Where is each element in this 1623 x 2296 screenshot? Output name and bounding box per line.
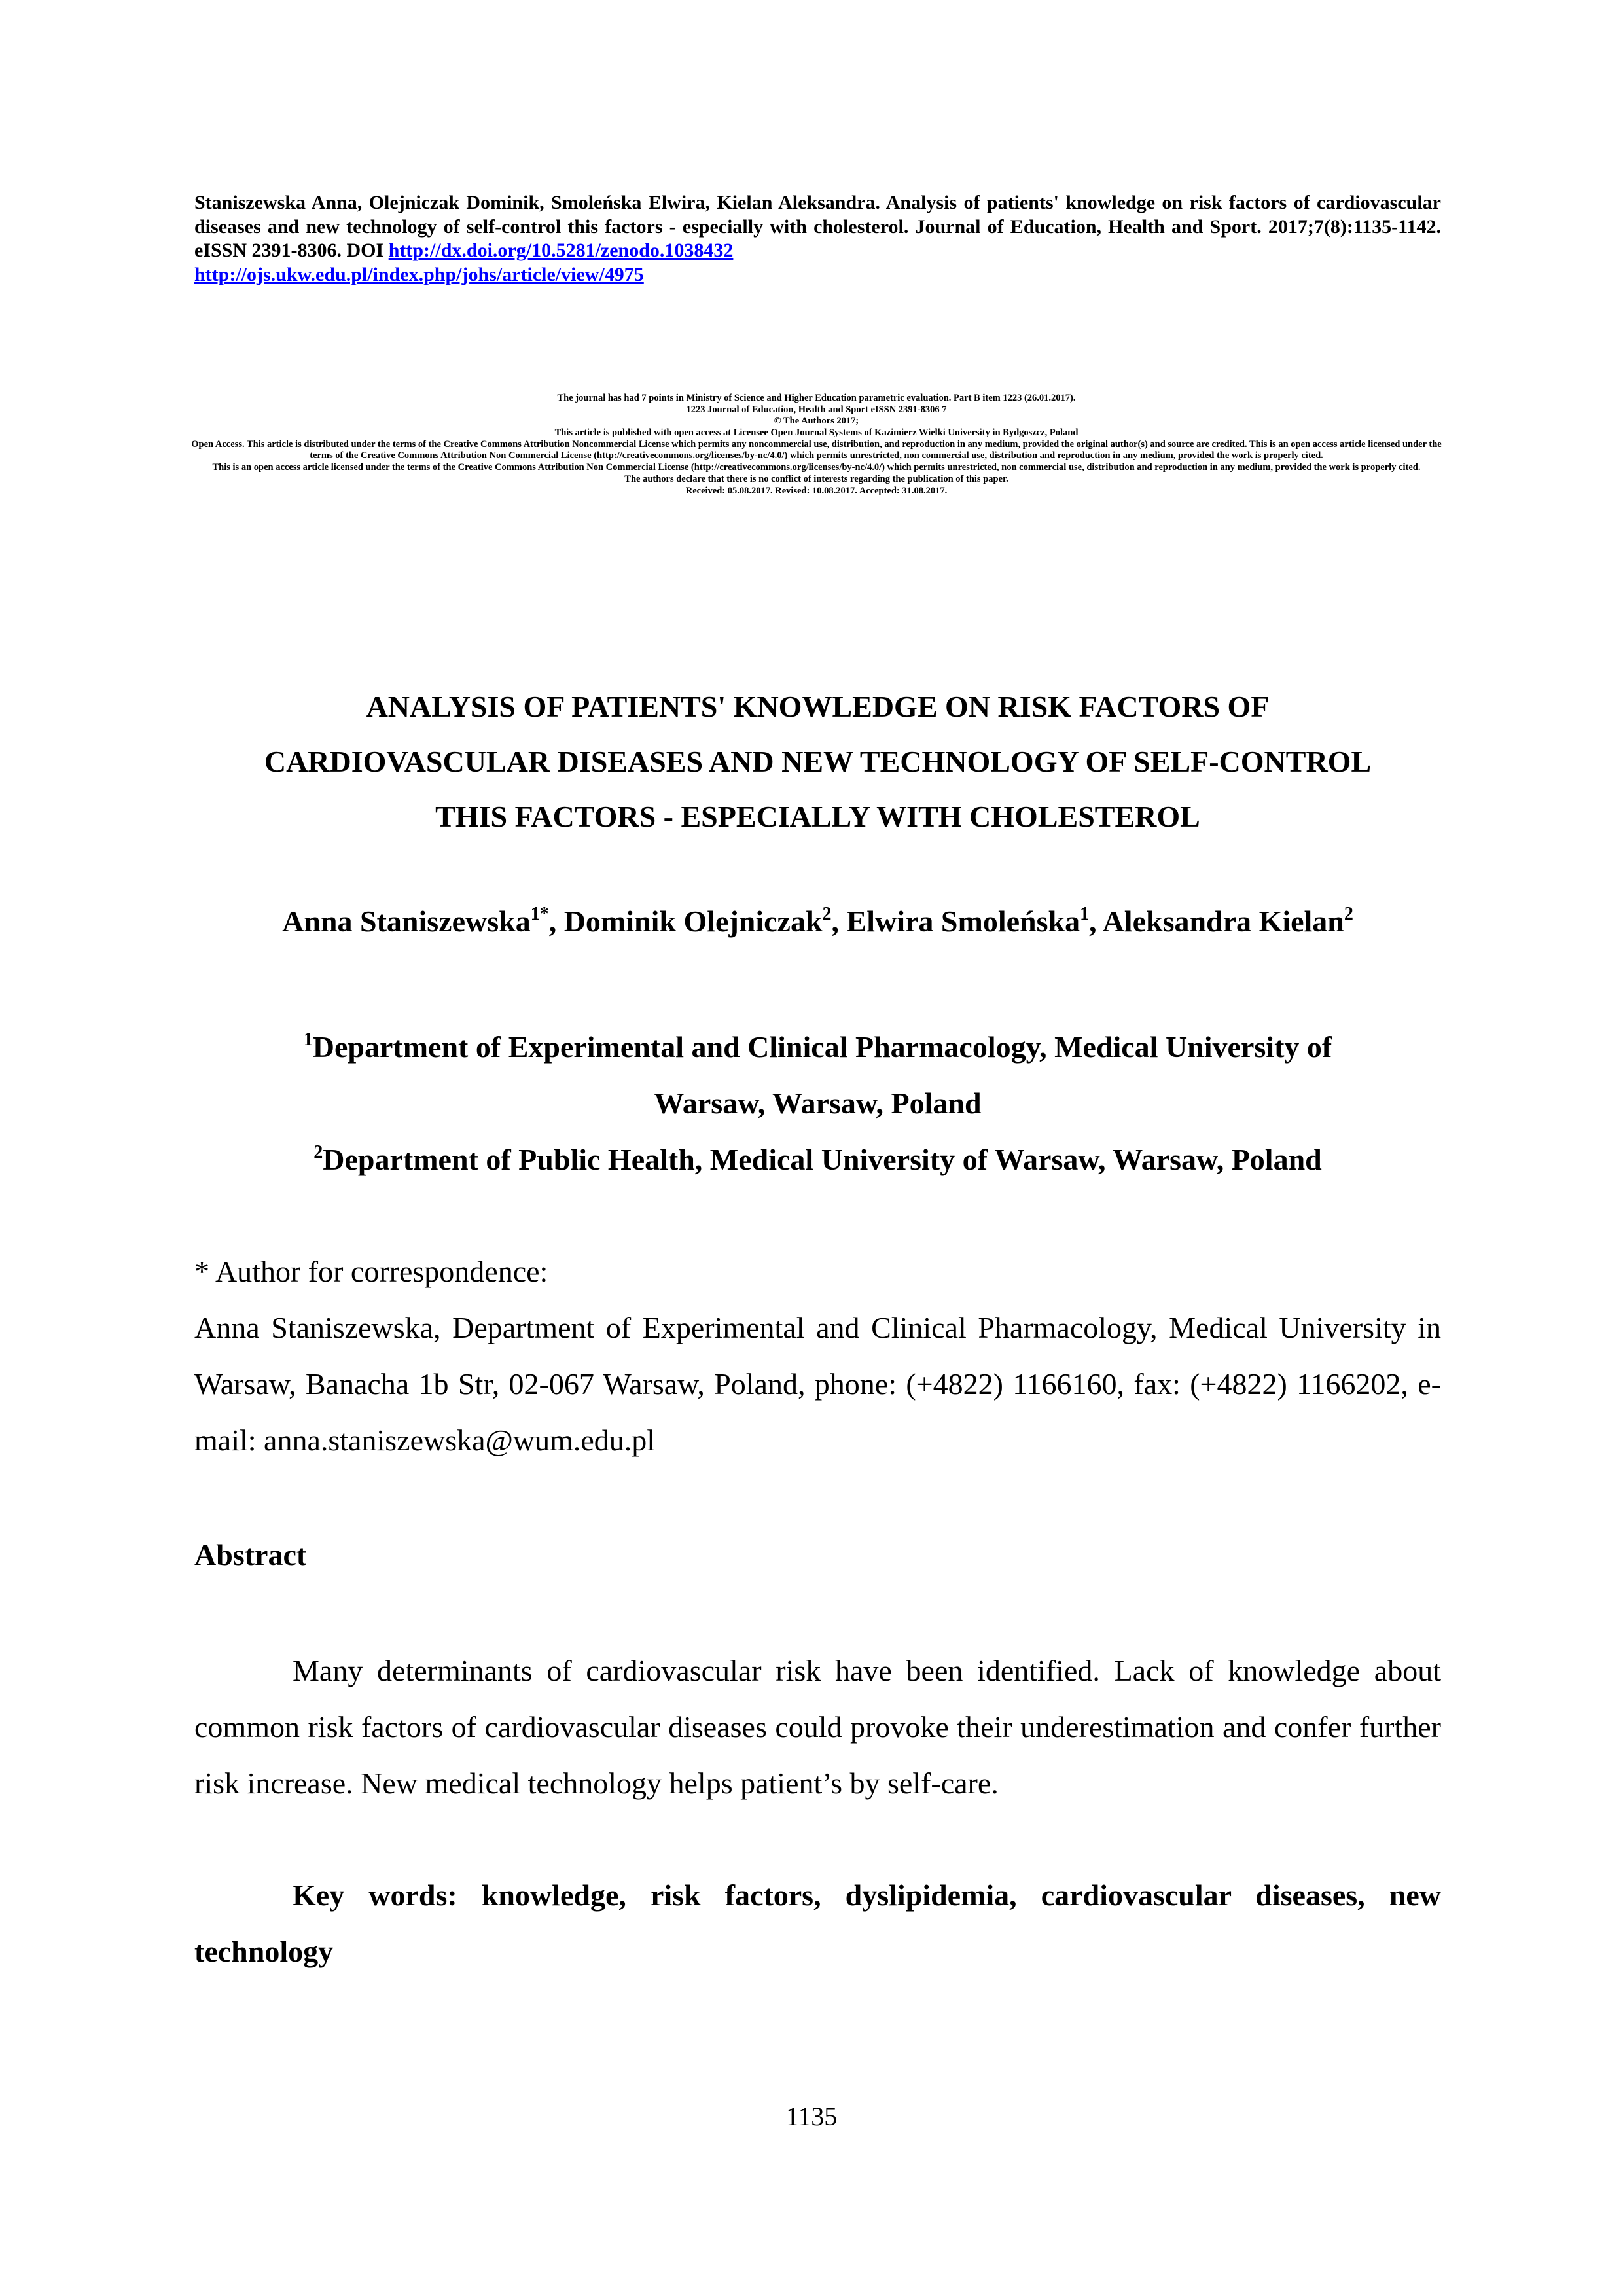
notice-line: This article is published with open access at Licensee Open Journal Systems of Kazimierz Wielki University in Bydgoszcz, Poland xyxy=(554,427,1079,439)
author-affiliation-mark: 1 xyxy=(1080,904,1090,924)
notice-line: Open Access. This article is distributed under the terms of the Creative Commons Attribution Noncommercial License which permits any noncommercial use, distribution, and reproduction in any medium, provided the original author(s) and source are credited. This is an open access article licensed under the terms of the Creative Commons Attribution Non Commercial License (http://creativecommons.org/licenses/by-nc/4.0/) which permits unrestricted, non commercial use, distribution and reproduction in any medium, provided the work is properly cited. xyxy=(191,439,1442,461)
author-affiliation-mark: 2 xyxy=(1344,904,1353,924)
notice-line: The journal has had 7 points in Ministry of Science and Higher Education parametric evaluation. Part B item 1223 (26.01.2017). xyxy=(557,393,1076,403)
title-line: THIS FACTORS - ESPECIALLY WITH CHOLESTEROL xyxy=(435,800,1200,833)
abstract-heading: Abstract xyxy=(194,1538,307,1571)
author-name: Aleksandra Kielan xyxy=(1102,905,1344,938)
affiliation-text: Department of Experimental and Clinical Pharmacology, Medical University of xyxy=(312,1030,1332,1064)
affiliation-mark: 1 xyxy=(303,1030,313,1050)
correspondence-label: * Author for correspondence: xyxy=(194,1255,548,1288)
notice-line: The authors declare that there is no conflict of interests regarding the publication of this paper. xyxy=(624,473,1008,484)
notice-line: This is an open access article licensed under the terms of the Creative Commons Attribution Non Commercial License (http://creativecommons.org/licenses/by-nc/4.0/) which permits unrestricted, non commercial use, distribution and reproduction in any medium, provided the work is properly cited. xyxy=(212,462,1421,473)
author-name: Anna Staniszewska xyxy=(282,905,531,938)
author-affiliation-mark: 2 xyxy=(822,904,832,924)
notice-line: 1223 Journal of Education, Health and Sport eISSN 2391-8306 7 xyxy=(686,404,947,415)
abstract-body: Many determinants of cardiovascular risk have been identified. Lack of knowledge about common risk factors of cardiovascular diseases could provoke their underestimation and confer further risk increase. New medical technology helps patient’s by self-care. xyxy=(194,1654,1441,1800)
title-line: ANALYSIS OF PATIENTS' KNOWLEDGE ON RISK FACTORS OF xyxy=(366,690,1270,723)
author-name: Elwira Smoleńska xyxy=(846,905,1080,938)
correspondence-address: Anna Staniszewska, Department of Experimental and Clinical Pharmacology, Medical University in Warsaw, Banacha 1b Str, 02-067 Warsaw, Poland, phone: (+4822) 1166160, fax: (+4822) 1166202, e-mail: anna.staniszewska@wum.edu.pl xyxy=(194,1311,1441,1457)
affiliation-text: Warsaw, Warsaw, Poland xyxy=(654,1086,982,1120)
affiliation-list xyxy=(194,1019,1441,1188)
author-separator: , xyxy=(548,905,564,938)
citation-block xyxy=(194,191,1441,287)
affiliation-text: Department of Public Health, Medical University of Warsaw, Warsaw, Poland xyxy=(323,1143,1322,1176)
title-line: CARDIOVASCULAR DISEASES AND NEW TECHNOLOGY OF SELF-CONTROL xyxy=(264,745,1372,778)
page-number: 1135 xyxy=(785,2102,838,2131)
notice-line: © The Authors 2017; xyxy=(774,416,859,427)
citation-text: Staniszewska Anna, Olejniczak Dominik, Smoleńska Elwira, Kielan Aleksandra. Analysis of patients' knowledge on risk factors of cardiovascular diseases and new technology of self-control this factors - especially with cholesterol. Journal of Education, Health and Sport. 2017;7(8):1135-1142. eISSN 2391-8306. DOI xyxy=(194,192,1441,262)
ojs-link[interactable]: http://ojs.ukw.edu.pl/index.php/johs/article/view/4975 xyxy=(194,263,644,285)
author-separator: , xyxy=(831,905,847,938)
author-affiliation-mark: 1* xyxy=(530,904,549,924)
doi-link[interactable]: http://dx.doi.org/10.5281/zenodo.1038432 xyxy=(388,240,734,262)
notice-line: Received: 05.08.2017. Revised: 10.08.2017. Accepted: 31.08.2017. xyxy=(685,485,948,496)
author-name: Dominik Olejniczak xyxy=(563,905,823,938)
affiliation xyxy=(194,1132,1441,1188)
correspondence-block xyxy=(194,1244,1441,1469)
affiliation xyxy=(194,1019,1441,1132)
paper-title xyxy=(194,679,1441,844)
affiliation-mark: 2 xyxy=(313,1142,323,1162)
author-separator: , xyxy=(1089,905,1103,938)
author-list xyxy=(194,903,1441,939)
keywords: Key words: knowledge, risk factors, dyslipidemia, cardiovascular diseases, new technology xyxy=(194,1878,1441,1968)
journal-notice xyxy=(190,393,1443,497)
